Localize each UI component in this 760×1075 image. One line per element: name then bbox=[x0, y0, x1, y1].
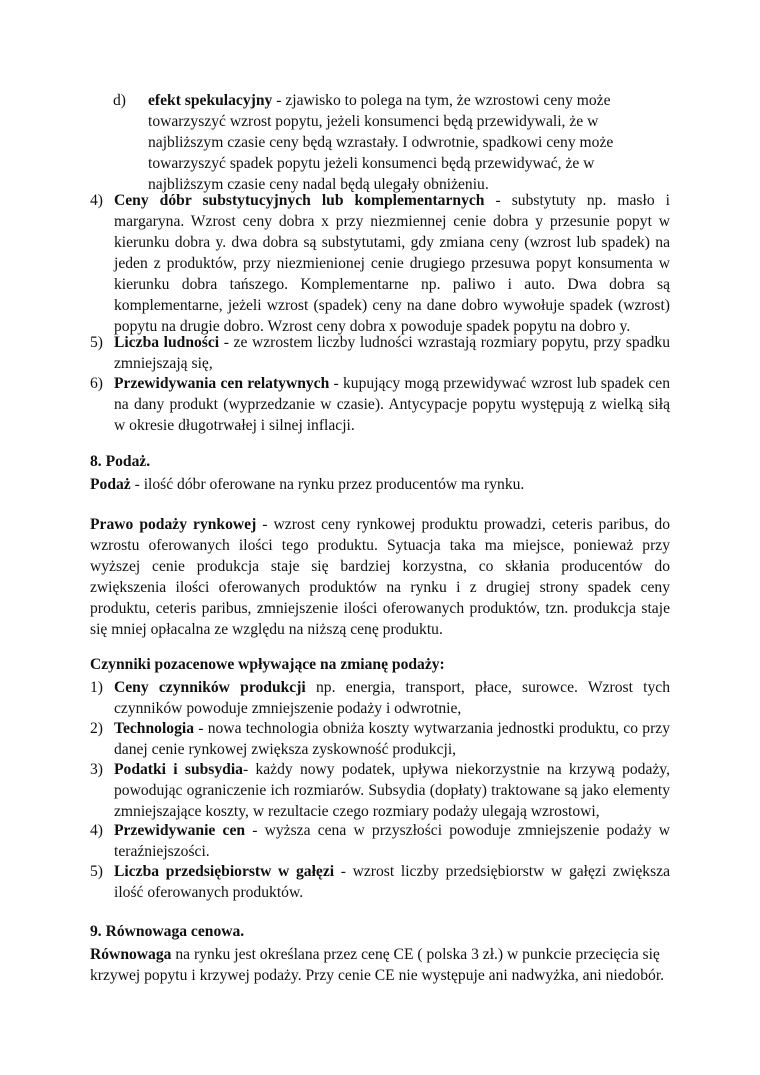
list-marker: d) bbox=[113, 92, 126, 109]
definition: - wyższa cena w przyszłości powoduje zmniejszenie podaży w teraźniejszości. bbox=[114, 822, 671, 860]
term: Liczba przedsiębiorstw w gałęzi bbox=[114, 863, 335, 880]
list-item-price-expectations bbox=[90, 373, 670, 436]
definition: - zjawisko to polega na tym, że wzrostowi ceny może towarzyszyć wzrost popytu, jeżeli konsumenci będą przewidywali, że w najbliższym czasie ceny będą wzrastały. I odwrotnie, spadkowi ceny może towarzyszyć spadek popytu jeżeli konsumenci będą przewidywać, że w najbliższym czasie ceny nadal będą ulegały obniżeniu. bbox=[148, 92, 614, 193]
definition: - substytuty np. masło i margaryna. Wzrost ceny dobra x przy niezmiennej cenie dobra y przesunie popyt w kierunku dobra y. dwa dobra są substytutami, gdy zmiana ceny (wzrost lub spadek) na jeden z produktów, przy niezmienionej cenie drugiego przesuwa popyt konsumenta w kierunku dobra tańszego. Komplementarne np. paliwo i auto. Dwa dobra są komplementarne, jeżeli wzrost (spadek) ceny na dane dobro wywołuje spadek (wzrost) popytu na drugie dobro. Wzrost ceny dobra x powoduje spadek popytu na dobro y. bbox=[114, 192, 670, 335]
definition: - każdy nowy podatek, upływa niekorzystnie na krzywą podaży, powodując ograniczenie ich rozmiarów. Subsydia (dopłaty) traktowane są jako elementy zmniejszające koszty, w rezultacie czego rozmiary podaży ulegają wzrostowi, bbox=[114, 761, 670, 820]
list-marker: 1) bbox=[90, 679, 103, 696]
supply-law-paragraph bbox=[90, 514, 670, 640]
definition: - wzrost ceny rynkowej produktu prowadzi, ceteris paribus, do wzrostu oferowanych ilości tego produktu. Sytuacja taka ma miejsce, ponieważ przy wyższej cenie produkcja staje się bardziej korzystna, co skłania producentów do zwiększenia ilości oferowanych produktów na rynku i z drugiej strony spadek ceny produktu, ceteris paribus, zmniejszenie ilości oferowanych produktów, tzn. produkcja staje się mniej opłacalna ze względu na niższą cenę produktu. bbox=[90, 516, 670, 638]
list-item-factor-costs bbox=[90, 677, 670, 719]
list-item-firm-count bbox=[90, 861, 670, 903]
definition: np. energia, transport, płace, surowce. Wzrost tych czynników powoduje zmniejszenie podaży i odwrotnie, bbox=[114, 679, 670, 717]
list-marker: 5) bbox=[90, 334, 103, 351]
term: Prawo podaży rynkowej bbox=[90, 516, 257, 533]
term: efekt spekulacyjny bbox=[148, 92, 273, 109]
list-item-price-forecast bbox=[90, 820, 670, 862]
definition: - nowa technologia obniża koszty wytwarzania jednostki produktu, co przy danej cenie rynkowej zwiększa zyskowność produkcji, bbox=[114, 720, 670, 758]
term: Podatki i subsydia bbox=[114, 761, 243, 778]
term: Równowaga bbox=[90, 946, 172, 963]
section-heading-9: 9. Równowaga cenowa. bbox=[90, 923, 245, 940]
list-item-technology bbox=[90, 718, 670, 760]
factors-heading: Czynniki pozacenowe wpływające na zmianę podaży: bbox=[90, 656, 445, 673]
definition: - ze wzrostem liczby ludności wzrastają rozmiary popytu, przy spadku zmniejszają się, bbox=[114, 334, 670, 372]
definition: na rynku jest określana przez cenę CE ( polska 3 zł.) w punkcie przecięcia się krzywej popytu i krzywej podaży. Przy cenie CE nie występuje ani nadwyżka, ani niedobór. bbox=[90, 946, 665, 984]
list-item-speculative-effect bbox=[113, 90, 665, 195]
list-marker: 4) bbox=[90, 822, 103, 839]
equilibrium-definition bbox=[90, 944, 670, 986]
term: Ceny dóbr substytucyjnych lub komplementarnych bbox=[114, 192, 485, 209]
definition: - kupujący mogą przewidywać wzrost lub spadek cen na dany produkt (wyprzedzanie w czasie). Antycypacje popytu występują z wielką siłą w okresie długotrwałej i silnej inflacji. bbox=[114, 375, 671, 434]
list-item-population bbox=[90, 332, 670, 374]
list-marker: 2) bbox=[90, 720, 103, 737]
term: Podaż bbox=[90, 476, 131, 493]
section-heading-8: 8. Podaż. bbox=[90, 453, 151, 470]
term: Przewidywania cen relatywnych bbox=[114, 375, 330, 392]
term: Przewidywanie cen bbox=[114, 822, 246, 839]
definition: - wzrost liczby przedsiębiorstw w gałęzi zwiększa ilość oferowanych produktów. bbox=[114, 863, 670, 901]
supply-definition bbox=[90, 474, 670, 495]
list-item-substitutes bbox=[90, 190, 670, 337]
list-marker: 3) bbox=[90, 761, 103, 778]
list-marker: 6) bbox=[90, 375, 103, 392]
term: Liczba ludności bbox=[114, 334, 220, 351]
list-marker: 4) bbox=[90, 192, 103, 209]
term: Ceny czynników produkcji bbox=[114, 679, 306, 696]
list-marker: 5) bbox=[90, 863, 103, 880]
definition: - ilość dóbr oferowane na rynku przez producentów ma rynku. bbox=[130, 476, 525, 493]
list-item-taxes-subsidies bbox=[90, 759, 670, 822]
term: Technologia bbox=[114, 720, 195, 737]
